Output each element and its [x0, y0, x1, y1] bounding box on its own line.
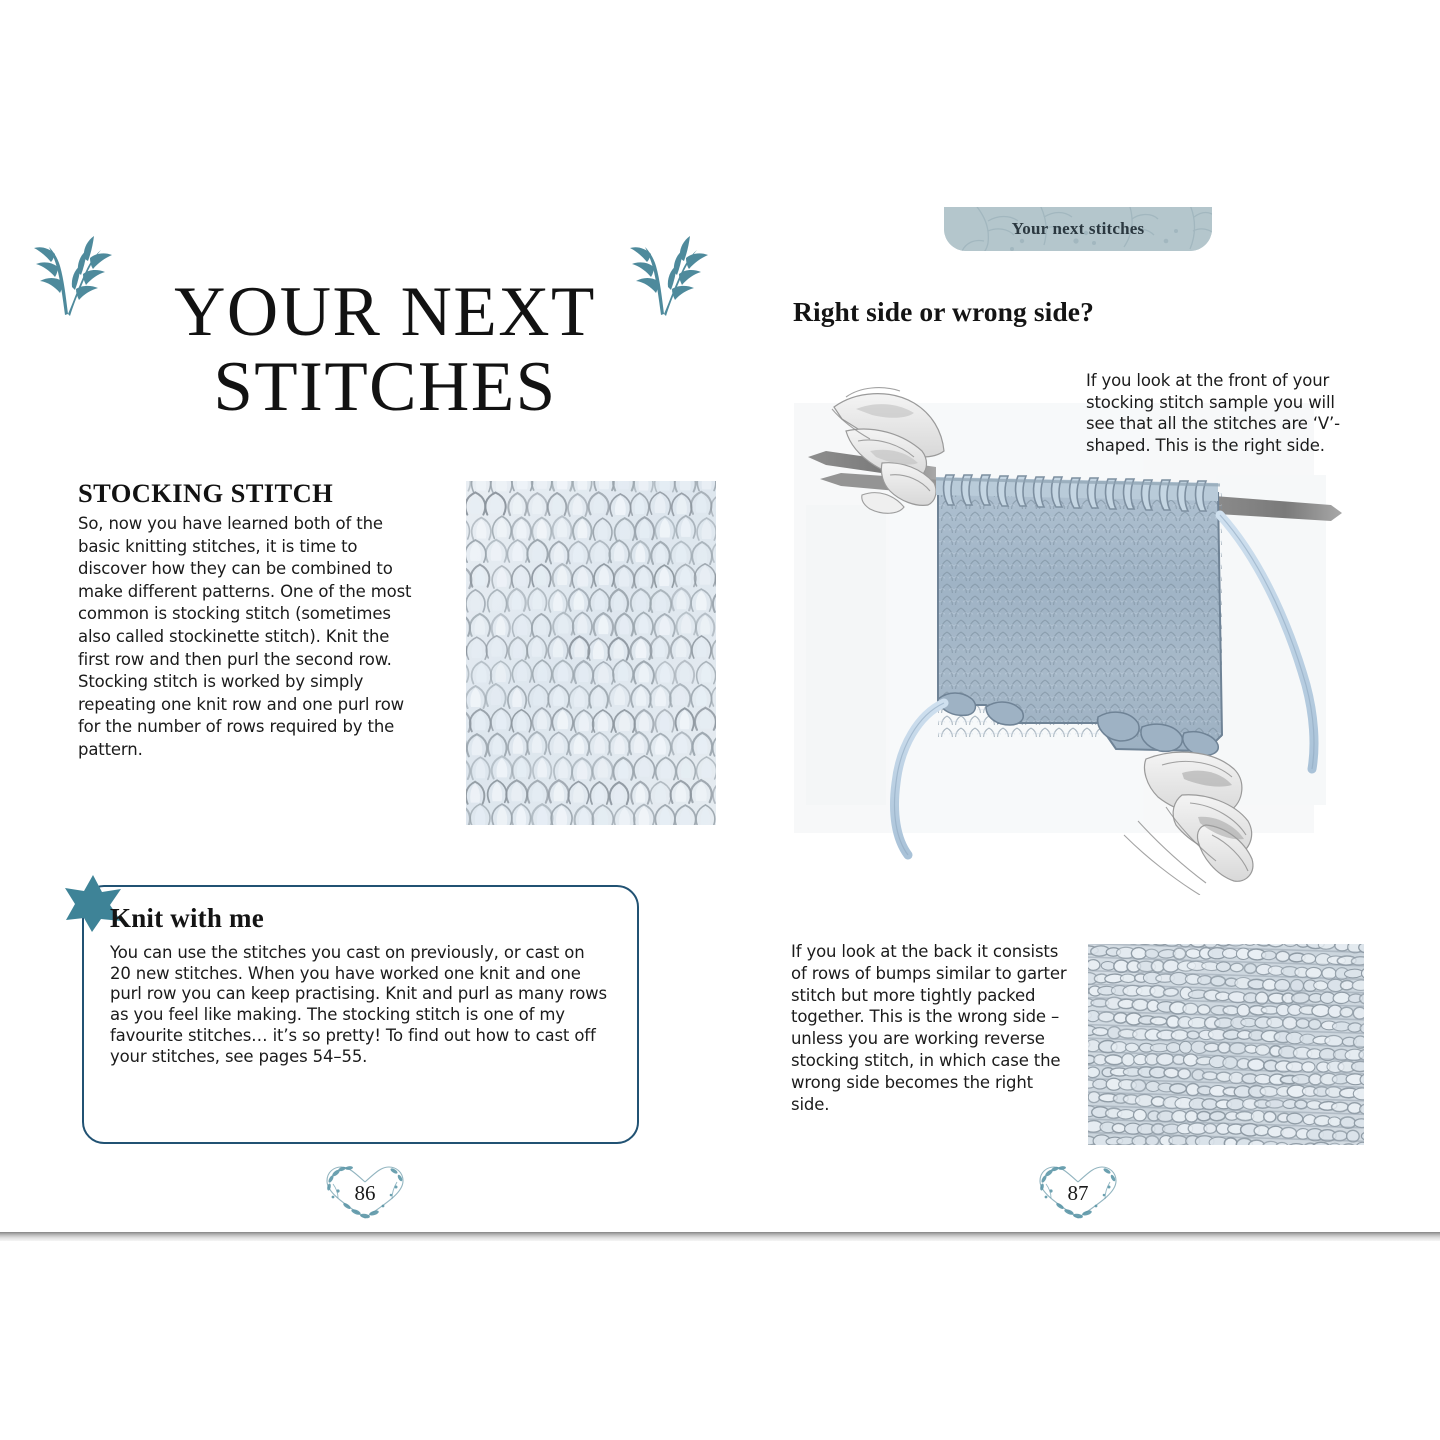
stocking-stitch-swatch-image	[466, 481, 716, 825]
tab-label: Your next stitches	[1011, 219, 1145, 238]
callout-title: Knit with me	[110, 903, 264, 933]
section-body-stocking-stitch: So, now you have learned both of the basic knitting stitches, it is time to discover how they can be combined to make different patterns. One of the most common is stocking stitch (sometimes also called stockinette stitch). Knit the first row and then purl the second row. Stocking stitch is worked by simply repeating one knit row and one purl row for the number of rows required by the pattern.	[78, 514, 412, 759]
section-heading-right-side: Right side or wrong side?	[793, 296, 1094, 327]
page-number-label: 86	[354, 1180, 376, 1205]
botanical-leaf-sprig-icon	[618, 228, 710, 320]
page-number-label: 87	[1067, 1180, 1089, 1205]
page-number-87	[1018, 1160, 1138, 1226]
botanical-leaf-sprig-icon	[22, 228, 114, 320]
running-head-tab	[944, 207, 1212, 251]
page-number-86	[305, 1160, 425, 1226]
section-heading-stocking-stitch: STOCKING STITCH	[78, 478, 334, 508]
callout-body: You can use the stitches you cast on previously, or cast on 20 new stitches. When you have worked one knit and one purl row you can keep practising. Knit and purl as many rows as you feel like making. The stocking stitch is one of my favourite stitches… it’s so pretty! To find out how to cast off your stitches, see pages 54–55.	[110, 943, 607, 1066]
front-side-caption: If you look at the front of your stocking stitch sample you will see that all the stitches are ‘V’-shaped. This is the right side.	[1086, 371, 1340, 455]
purl-side-swatch-image	[1088, 944, 1364, 1145]
book-bottom-edge	[0, 1233, 1440, 1241]
back-side-caption: If you look at the back it consists of rows of bumps similar to garter stitch but more tightly packed together. This is the wrong side – unless you are working reverse stocking stitch, in which case the wrong side becomes the right side.	[791, 942, 1067, 1114]
page-title: YOUR NEXT STITCHES	[174, 273, 596, 426]
